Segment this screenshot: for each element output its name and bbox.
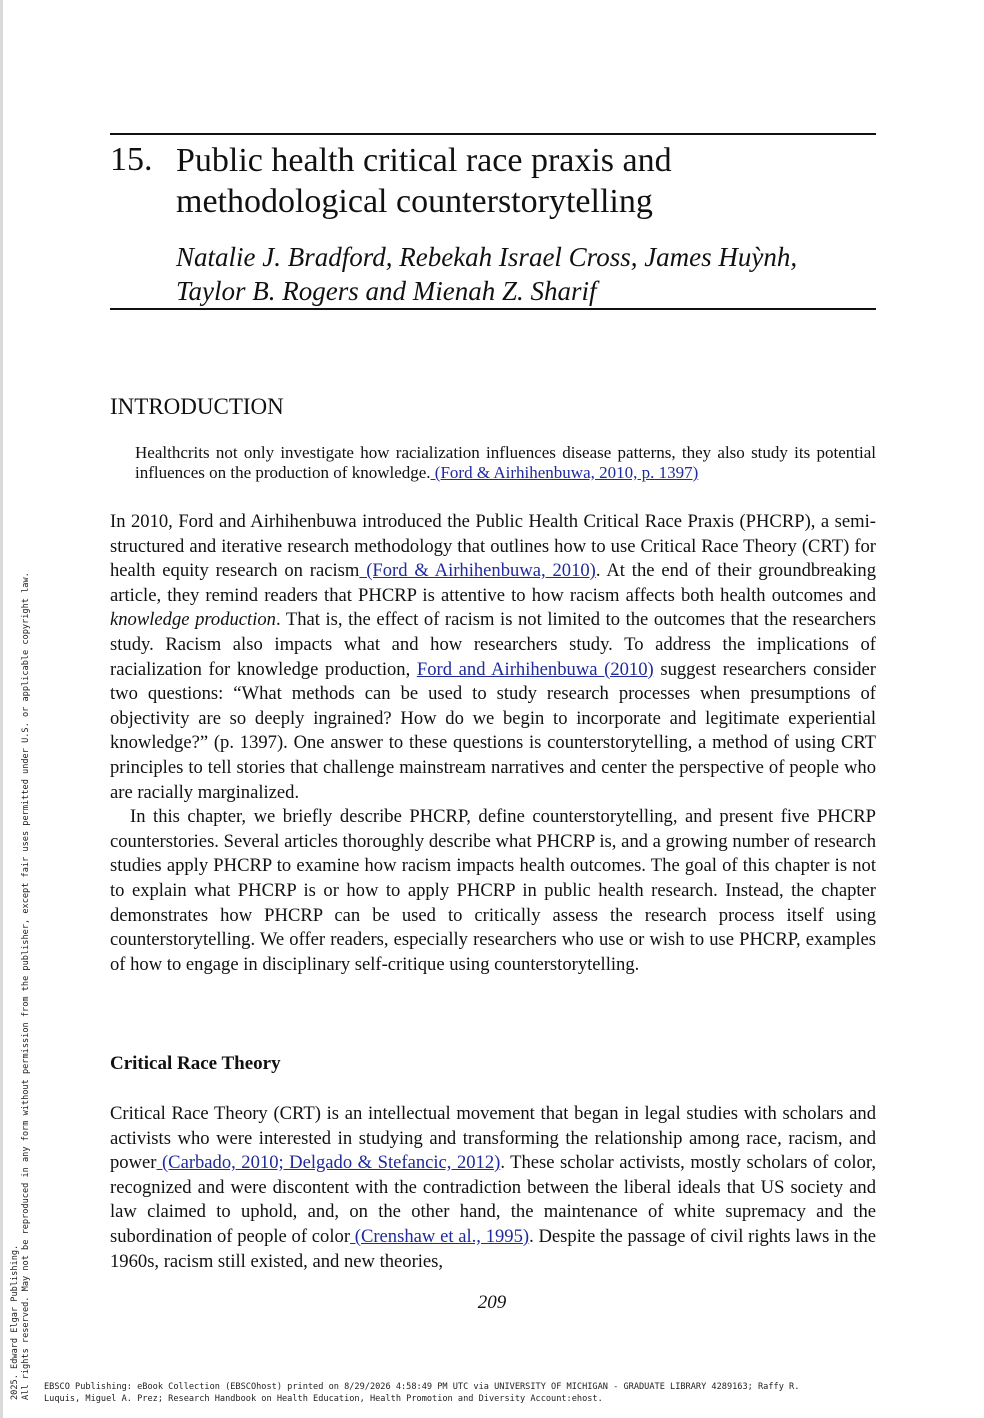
copyright-line-2: All rights reserved. May not be reproduced in any form without permission from the publisher, except fair uses permitted under U.S. or applicable copyright law. — [21, 572, 31, 1400]
introduction-heading: INTRODUCTION — [110, 394, 284, 419]
citation-link-ford-2010[interactable]: (Ford & Airhihenbuwa, 2010) — [359, 560, 596, 582]
epigraph — [135, 443, 876, 483]
crt-p1-text-2: . These scholar activists, mostly scholars of color, recognized and were discontent with the contradiction between the liberal ideals that US society and law claimed to uphold, and, on the other hand, the maintenance of white supremacy and the subordination of people of color — [110, 1152, 876, 1247]
top-rule — [110, 133, 876, 135]
chapter-title — [176, 140, 876, 222]
chapter-title-line-1: Public health critical race praxis and — [176, 142, 672, 179]
bottom-rule — [110, 308, 876, 310]
footer-line-1: EBSCO Publishing: eBook Collection (EBSCOhost) printed on 8/29/2026 4:58:49 PM UTC via UNIVERSITY OF MICHIGAN - GRADUATE LIBRARY 4289163; Raffy R. — [44, 1382, 800, 1392]
intro-p1-text-2: . At the end of their groundbreaking article, they remind readers that PHCRP is attentive to how racism affects both health outcomes and — [110, 560, 876, 606]
epigraph-citation-link[interactable]: (Ford & Airhihenbuwa, 2010, p. 1397) — [430, 463, 699, 482]
crt-p1-text-3: . Despite the passage of civil rights laws in the 1960s, racism still existed, and new theories, — [110, 1225, 876, 1272]
intro-p1-text-1: In 2010, Ford and Airhihenbuwa introduced the Public Health Critical Race Praxis (PHCRP), a semi-structured and iterative research methodology that outlines how to use Critical Race Theory (CRT) for health equity research on racism — [110, 511, 876, 582]
intro-p1-text-3: . That is, the effect of racism is not limited to the outcomes that the researchers study. Racism also impacts what and how researchers study. To address the implications of racialization for knowledge production, — [110, 609, 876, 680]
crt-heading: Critical Race Theory — [110, 1053, 281, 1074]
crt-body — [110, 1102, 876, 1274]
chapter-number: 15. — [110, 141, 153, 178]
intro-paragraph-2: In this chapter, we briefly describe PHCRP, define counterstorytelling, and present five PHCRP counterstories. Several articles thoroughly describe what PHCRP is, and a growing number of research studies apply PHCRP to examine how racism impacts health outcomes. The goal of this chapter is not to explain what PHCRP is or how to apply PHCRP in public health research. Instead, the chapter demonstrates how PHCRP can be used to critically assess the research process itself using counterstorytelling. We offer readers, especially researchers who use or wish to use PHCRP, examples of how to engage in disciplinary self-critique using counterstorytelling. — [110, 806, 876, 975]
citation-link-ford-airhihenbuwa[interactable]: Ford and Airhihenbuwa (2010) — [416, 658, 654, 680]
intro-p1-text-4: suggest researchers consider two questions: “What methods can be used to study research processes when presumptions of objectivity are so deeply ingrained? How do we begin to incorporate and legitimate experiential knowledge?” (p. 1397). One answer to these questions is counterstorytelling, a method of using CRT principles to tell stories that challenge mainstream narratives and center the perspective of people who are racially marginalized. — [110, 658, 876, 803]
epigraph-text: Healthcrits not only investigate how racialization influences disease patterns, they also study its potential influences on the production of knowledge. — [135, 443, 876, 482]
footer-line-2: Luquis, Miguel A. Prez; Research Handbook on Health Education, Health Promotion and Diversity Account:ehost. — [44, 1394, 603, 1404]
page-number: 209 — [477, 1292, 507, 1313]
crt-p1-text-1: Critical Race Theory (CRT) is an intellectual movement that began in legal studies with scholars and activists who were interested in studying and transforming the relationship among race, racism, and power — [110, 1103, 876, 1174]
copyright-line-1: 2025. Edward Elgar Publishing. — [10, 1244, 20, 1400]
introduction-body — [110, 510, 876, 977]
intro-p1-emphasis: knowledge production — [110, 609, 276, 631]
chapter-title-line-2: methodological counterstorytelling — [176, 183, 653, 220]
authors-line-1: Natalie J. Bradford, Rebekah Israel Cross, James Huỳnh, — [176, 242, 798, 272]
print-footer — [44, 1381, 964, 1405]
copyright-side-note — [10, 400, 32, 1400]
page-edge — [0, 0, 3, 1418]
citation-link-crenshaw[interactable]: (Crenshaw et al., 1995) — [350, 1225, 530, 1247]
citation-link-carbado-delgado[interactable]: (Carbado, 2010; Delgado & Stefancic, 2012) — [156, 1152, 501, 1174]
crt-paragraph-1 — [110, 1102, 876, 1274]
chapter-authors — [176, 240, 876, 308]
authors-line-2: Taylor B. Rogers and Mienah Z. Sharif — [176, 276, 597, 306]
intro-paragraph-1 — [110, 510, 876, 805]
